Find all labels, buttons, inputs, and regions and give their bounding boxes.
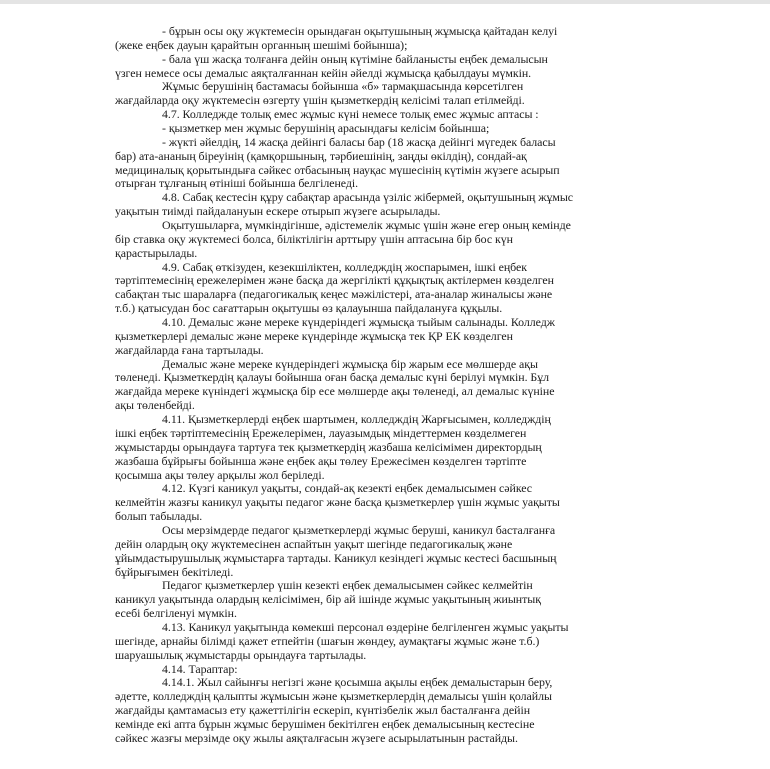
document-text-line: медициналық қорытындыға сәйкес отбасының науқас мүшесінің күтімін жүзеге асырып bbox=[115, 162, 560, 177]
document-text-line: жағдайларда оқу жүктемесін өзгерту үшін қызметкердің келісімі талап етілмейді. bbox=[115, 93, 525, 108]
document-text-line: келмейтін жазғы каникул уақыты педагог және басқа қызметкерлер үшін жұмыс уақыты bbox=[115, 495, 560, 510]
document-text-line: Педагог қызметкерлер үшін кезекті еңбек демалысымен сәйкес келмейтін bbox=[162, 578, 533, 593]
document-text-line: Жұмыс берушінің бастамасы бойынша «б» тармақшасында көрсетілген bbox=[162, 79, 524, 94]
document-text-line: 4.14.1. Жыл сайынғы негізгі және қосымша ақылы еңбек демалыстарын беру, bbox=[162, 675, 553, 690]
document-text-line: (жеке еңбек дауын қарайтын органның шешімі бойынша); bbox=[115, 37, 408, 52]
document-text-line: кемінде екі апта бұрын жұмыс берушімен бекітілген еңбек демалысының кестесіне bbox=[115, 716, 535, 731]
document-text-line: тәртіптемесінің ережелерімен және басқа да жергілікті құқықтық актілермен көзделген bbox=[115, 273, 554, 288]
document-text-line: жұмыстарды орындауға тартуға тек қызметкердің жазбаша келісімімен директордың bbox=[115, 439, 542, 454]
document-text-line: бір ставка оқу жүктемесі болса, біліктілігін арттыру үшін аптасына бір бос күн bbox=[115, 231, 513, 246]
document-text-line: жазбаша бұйрығы бойынша және еңбек ақы төлеу Ережесімен көзделген тәртіпте bbox=[115, 453, 527, 468]
document-text-line: - бала үш жасқа толғанға дейін оның күтіміне байланысты еңбек демалысын bbox=[162, 51, 548, 66]
document-text-line: болып табылады. bbox=[115, 509, 203, 524]
document-text-line: ішкі еңбек тәртіптемесінің Ережелерімен, лауазымдық міндеттермен көзделмеген bbox=[115, 425, 527, 440]
document-text-line: ақы төленбейді. bbox=[115, 398, 195, 413]
document-text-line: жағдайда мереке күніндегі жұмысқа бір есе мөлшерде ақы төленеді, ал демалыс күніне bbox=[115, 384, 555, 399]
document-text-line: ұйымдастырушылық жұмыстарға тартады. Каникул кезіндегі жұмыс кестесі басшының bbox=[115, 550, 557, 565]
document-text-line: 4.9. Сабақ өткізуден, кезекшіліктен, колледждің жоспарымен, ішкі еңбек bbox=[162, 259, 527, 274]
document-text-line: Осы мерзімдерде педагог қызметкерлерді жұмыс берушi, каникул басталғанға bbox=[162, 522, 556, 537]
document-text-line: т.б.) қатысудан бос сағаттарын оқытушы өз қалауынша пайдалануға құқылы. bbox=[115, 301, 503, 316]
document-text-line: жағдайларда ғана тартылады. bbox=[115, 342, 264, 357]
viewer-top-border bbox=[0, 0, 770, 4]
document-text-line: 4.12. Күзгі каникул уақыты, сондай-ақ кезекті еңбек демалысымен сәйкес bbox=[162, 481, 533, 496]
document-text-line: дейін олардың оқу жүктемесінен аспайтын уақыт шегінде педагогикалық және bbox=[115, 536, 513, 551]
document-text-line: 4.10. Демалыс және мереке күндеріндегі жұмысқа тыйым салынады. Колледж bbox=[162, 315, 555, 330]
document-page bbox=[115, 25, 713, 746]
document-text-line: үзген немесе осы демалыс аяқталғаннан кейін әйелді жұмысқа қабылдауы мүмкін. bbox=[115, 65, 532, 80]
document-text-line: қарастырылады. bbox=[115, 245, 198, 260]
document-text-line: Демалыс және мереке күндеріндегі жұмысқа бір жарым есе мөлшерде ақы bbox=[162, 356, 538, 371]
document-text-line: 4.7. Колледжде толық емес жұмыс күні немесе толық емес жұмыс аптасы : bbox=[162, 107, 539, 122]
document-text-line: 4.13. Каникул уақытында көмекші персонал өздеріне белгіленген жұмыс уақыты bbox=[162, 619, 569, 634]
document-text-line: 4.14. Тараптар: bbox=[162, 661, 238, 676]
document-text-line: жағдайды қамтамасыз ету қажеттілігін ескеріп, күнтізбелік жыл басталғанға дейін bbox=[115, 703, 531, 718]
document-text-line: - бұрын осы оқу жүктемесін орындаған оқытушының жұмысқа қайтадан келуі bbox=[162, 24, 558, 38]
document-text-line: каникул уақытында олардың келісімімен, бір ай ішінде жұмыс уақытының жиынтық bbox=[115, 592, 541, 607]
document-text-line: отырған тұлғаның өтініші бойынша белгіленеді. bbox=[115, 176, 359, 191]
document-text-line: 4.11. Қызметкерлерді еңбек шартымен, колледждің Жарғысымен, колледждің bbox=[162, 412, 551, 427]
document-text-line: есебі белгіленуі мүмкін. bbox=[115, 606, 237, 621]
document-text-line: шаруашылық жұмыстарды орындауға тартылады. bbox=[115, 647, 367, 662]
document-text-line: төленеді. Қызметкердің қалауы бойынша оған басқа демалыс күні берілуі мүмкін. Бұл bbox=[115, 370, 549, 385]
document-text-line: қызметкерлері демалыс және мереке күндерінде жұмысқа тек ҚР ЕК көзделген bbox=[115, 328, 513, 343]
document-text-line: шегінде, арнайы білімді қажет етпейтін (шағын жөндеу, аумақтағы жұмыс және т.б.) bbox=[115, 633, 540, 648]
document-text-line: қосымша ақы төлеу арқылы жол беріледі. bbox=[115, 467, 325, 482]
document-text-line: 4.8. Сабақ кестесін құру сабақтар арасында үзіліс жібермей, оқытушының жұмыс bbox=[162, 190, 573, 205]
document-text-line: уақытын тиімді пайдалануын ескере отырып жүзеге асырылады. bbox=[115, 204, 441, 219]
document-text-line: сабақтан тыс шараларға (педагогикалық кеңес мәжілістері, ата-аналар жиналысы және bbox=[115, 287, 553, 302]
document-text-line: сәйкес жазғы мерзімде оқу жылы аяқталғасын жүзеге асырылатынын растайды. bbox=[115, 730, 518, 745]
document-text-line: Оқытушыларға, мүмкіндігінше, әдістемелік жұмыс үшін және егер оның кемінде bbox=[162, 218, 571, 233]
document-text-line: бұйрығымен бекітіледі. bbox=[115, 564, 234, 579]
document-text-line: бар) ата-ананың біреуінің (қамқоршының, тәрбиешінің, заңды өкілдің), сондай-ақ bbox=[115, 148, 527, 163]
document-text-line: - жүкті әйелдің, 14 жасқа дейінгі баласы бар (18 жасқа дейінгі мүгедек баласы bbox=[162, 134, 556, 149]
document-text-line: әдетте, колледждің қалыпты жұмысын және қызметкерлердің демалысы үшін қолайлы bbox=[115, 689, 552, 704]
document-text-line: - қызметкер мен жұмыс берушінің арасындағы келісім бойынша; bbox=[162, 121, 490, 136]
